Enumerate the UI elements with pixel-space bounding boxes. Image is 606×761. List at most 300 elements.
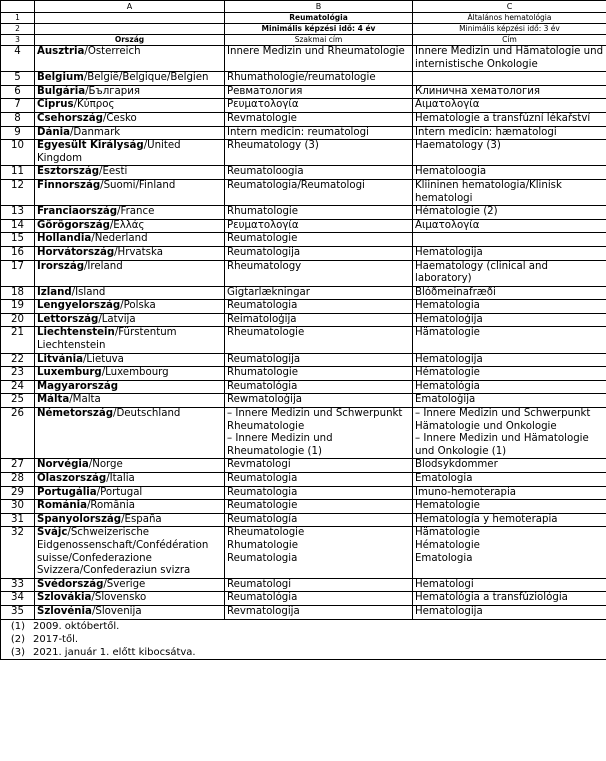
country-cell — [35, 246, 225, 260]
row-number: 20 — [1, 313, 35, 327]
rheumatology-title: Revmatologija — [227, 605, 300, 617]
row-number: 18 — [1, 286, 35, 300]
rheumatology-title-cell — [225, 527, 413, 578]
column-letter-b: B — [225, 1, 413, 13]
country-cell — [35, 592, 225, 606]
rheumatology-title-cell — [225, 459, 413, 473]
country-name-hu: Luxemburg — [37, 367, 102, 379]
hematology-title-cell — [413, 513, 606, 527]
country-cell — [35, 486, 225, 500]
hematology-title: Haematology (clinical and laboratory) — [415, 260, 548, 285]
country-name-native: /Ελλάς — [109, 219, 145, 231]
country-name-hu: Svájc — [37, 527, 68, 539]
country-name-native: /Norge — [88, 459, 123, 471]
rheumatology-title: Reumatológia — [227, 380, 298, 392]
row-number: 24 — [1, 380, 35, 394]
hematology-title-cell — [413, 367, 606, 381]
country-cell — [35, 394, 225, 408]
hematology-title: Клинична хематология — [415, 85, 541, 97]
hematology-title: Hämatologie — [415, 327, 480, 339]
rheumatology-title: Reumatologia — [227, 486, 298, 498]
hematology-title: Hematología y hemoterapia — [415, 513, 558, 525]
rheumatology-title-cell — [225, 300, 413, 314]
header-rheumatology-cell: Szakmai cím — [225, 35, 413, 46]
header-hematology-cell: Minimális képzési idő: 3 év — [413, 24, 606, 35]
country-name-native: /Suomi/Finland — [100, 179, 176, 191]
hematology-title-cell — [413, 85, 606, 99]
hematology-title-cell — [413, 72, 606, 86]
country-cell — [35, 46, 225, 72]
country-name-native: /Hrvatska — [114, 246, 163, 258]
rheumatology-title-cell — [225, 206, 413, 220]
country-name-native: /Nederland — [91, 233, 148, 245]
country-name-native: /Latvija — [98, 313, 136, 325]
row-number: 34 — [1, 592, 35, 606]
rheumatology-title-cell — [225, 408, 413, 459]
footnote — [3, 646, 604, 659]
row-number: 8 — [1, 112, 35, 126]
rheumatology-title: Revmatologie — [227, 112, 297, 124]
table-row — [1, 72, 606, 86]
rheumatology-title: Reumatologia — [227, 473, 298, 484]
hematology-title: Hematologi — [415, 578, 474, 590]
country-name-native: /Ireland — [84, 260, 123, 272]
country-name-hu: Románia — [37, 500, 87, 512]
rheumatology-title-cell — [225, 233, 413, 247]
rheumatology-title: Rheumatologie — [227, 527, 305, 539]
row-number: 10 — [1, 140, 35, 166]
header-hematology-cell: Általános hematológia — [413, 13, 606, 24]
rheumatology-title-cell — [225, 99, 413, 113]
rheumatology-title: Reumatologija — [227, 246, 301, 258]
hematology-title: – Innere Medizin und Schwerpunkt Hämatologie und Onkologie — [415, 408, 591, 432]
country-cell — [35, 140, 225, 166]
row-number: 14 — [1, 219, 35, 233]
country-name-hu: Szlovákia — [37, 592, 92, 604]
country-cell — [35, 300, 225, 314]
country-name-native: /España — [121, 513, 162, 525]
footnote-text: 2021. január 1. előtt kibocsátva. — [33, 646, 196, 658]
hematology-title: Αιματολογία — [415, 219, 480, 231]
country-name-hu: Ciprus — [37, 99, 74, 111]
country-name-native: /România — [86, 500, 135, 512]
hematology-title-cell — [413, 219, 606, 233]
hematology-title: Hematológia — [415, 380, 480, 392]
country-name-native: /Lietuva — [83, 353, 124, 365]
country-name-hu: Svédország — [37, 578, 104, 590]
table-row — [1, 85, 606, 99]
country-cell — [35, 605, 225, 619]
header-rheumatology-cell: Minimális képzési idő: 4 év — [225, 24, 413, 35]
country-name-native: /България — [85, 85, 141, 97]
hematology-title-cell — [413, 459, 606, 473]
rheumatology-title: Reumatologia — [227, 552, 298, 564]
rheumatology-title: Rhumatologie — [227, 367, 299, 379]
country-name-hu: Szlovénia — [37, 605, 92, 617]
footnote-number: (3) — [10, 646, 25, 658]
rheumatology-title: Rewmatoloġija — [227, 394, 303, 406]
rheumatology-title: Reumatologie — [227, 233, 298, 245]
country-cell — [35, 367, 225, 381]
rheumatology-title-cell — [225, 473, 413, 487]
row-number: 13 — [1, 206, 35, 220]
hematology-title: Hematoloģija — [415, 313, 483, 325]
row-number: 1 — [1, 13, 35, 24]
table-row — [1, 500, 606, 514]
country-cell — [35, 85, 225, 99]
table-row — [1, 394, 606, 408]
table-row — [1, 367, 606, 381]
country-cell — [35, 179, 225, 205]
hematology-title-cell — [413, 473, 606, 487]
rheumatology-title-cell — [225, 380, 413, 394]
hematology-title-cell — [413, 500, 606, 514]
footnote-cell — [1, 619, 606, 659]
country-name-native: /Eesti — [99, 166, 128, 178]
rheumatology-title-cell — [225, 140, 413, 166]
hematology-title: Hématologie — [415, 539, 480, 551]
hematology-title: Hematologija — [415, 353, 483, 365]
rheumatology-title: Ρευματολογία — [227, 99, 299, 111]
hematology-title-cell — [413, 206, 606, 220]
rheumatology-title-cell — [225, 85, 413, 99]
rheumatology-title-cell — [225, 327, 413, 353]
rheumatology-title-cell — [225, 112, 413, 126]
footnote — [3, 620, 604, 633]
rheumatology-title: Reumatología — [227, 513, 298, 525]
row-number: 22 — [1, 353, 35, 367]
rheumatology-title-cell — [225, 367, 413, 381]
table-row — [1, 112, 606, 126]
rheumatology-title: Reumatologija — [227, 353, 301, 365]
header-country-cell — [35, 13, 225, 24]
header-rheumatology-cell: Reumatológia — [225, 13, 413, 24]
hematology-title-cell — [413, 166, 606, 180]
rheumatology-title: Innere Medizin und Rheumatologie — [227, 46, 405, 57]
country-name-native: /Italia — [106, 473, 135, 484]
header-country-cell — [35, 24, 225, 35]
rheumatology-title-cell — [225, 513, 413, 527]
country-cell — [35, 286, 225, 300]
row-number: 9 — [1, 126, 35, 140]
country-cell — [35, 473, 225, 487]
table-row — [1, 166, 606, 180]
country-name-native: /België/Belgique/Belgien — [83, 72, 209, 84]
country-name-native: /Ísland — [71, 286, 106, 298]
row-number: 3 — [1, 35, 35, 46]
rheumatology-title-cell — [225, 126, 413, 140]
hematology-title: Hematologija — [415, 605, 483, 617]
country-name-hu: Csehország — [37, 112, 103, 124]
rheumatology-title-cell — [225, 260, 413, 286]
table-row — [1, 46, 606, 72]
row-number: 32 — [1, 527, 35, 578]
country-name-native: /France — [117, 206, 155, 218]
rheumatology-title: Rheumatologie — [227, 327, 305, 339]
table-row — [1, 233, 606, 247]
country-name-hu: Málta — [37, 394, 70, 406]
hematology-title-cell — [413, 327, 606, 353]
country-name-hu: Egyesült Királyság — [37, 140, 144, 152]
row-number: 28 — [1, 473, 35, 487]
country-cell — [35, 99, 225, 113]
hematology-title: Hematologie — [415, 500, 480, 512]
country-name-native: /Österreich — [84, 46, 141, 57]
table-row — [1, 179, 606, 205]
rheumatology-title-cell — [225, 179, 413, 205]
header-hematology-cell: Cím — [413, 35, 606, 46]
table-row — [1, 486, 606, 500]
rheumatology-title: – Innere Medizin und Schwerpunkt Rheumatologie — [227, 408, 403, 432]
country-name-hu: Magyarország — [37, 380, 119, 392]
table-row — [1, 408, 606, 459]
country-cell — [35, 513, 225, 527]
table-row — [1, 605, 606, 619]
rheumatology-title-cell — [225, 72, 413, 86]
header-row — [1, 35, 606, 46]
country-cell — [35, 112, 225, 126]
country-name-hu: Franciaország — [37, 206, 118, 218]
hematology-title: Hämatologie — [415, 527, 480, 539]
row-number: 6 — [1, 85, 35, 99]
footnote-row — [1, 619, 606, 659]
row-number: 2 — [1, 24, 35, 35]
corner-cell — [1, 1, 35, 13]
hematology-title: Imuno-hemoterapia — [415, 486, 517, 498]
country-name-hu: Norvégia — [37, 459, 89, 471]
row-number: 25 — [1, 394, 35, 408]
country-name-hu: Észtország — [37, 166, 100, 178]
country-name-hu: Portugália — [37, 486, 97, 498]
country-name-native: /Malta — [69, 394, 101, 406]
country-name-hu: Lettország — [37, 313, 99, 325]
hematology-title: Hematologia — [415, 300, 480, 312]
row-number: 11 — [1, 166, 35, 180]
table-row — [1, 219, 606, 233]
hematology-title-cell — [413, 592, 606, 606]
table-row — [1, 527, 606, 578]
row-number: 26 — [1, 408, 35, 459]
table-row — [1, 459, 606, 473]
hematology-title-cell — [413, 313, 606, 327]
hematology-title-cell — [413, 46, 606, 72]
country-name-hu: Görögország — [37, 219, 110, 231]
rheumatology-title-cell — [225, 286, 413, 300]
row-number: 35 — [1, 605, 35, 619]
hematology-title-cell — [413, 394, 606, 408]
country-name-hu: Finnország — [37, 179, 101, 191]
row-number: 21 — [1, 327, 35, 353]
rheumatology-title-cell — [225, 353, 413, 367]
country-cell — [35, 233, 225, 247]
hematology-title: – Innere Medizin und Hämatologie und Onkologie (1) — [415, 433, 589, 457]
table-row — [1, 353, 606, 367]
hematology-title: Kliininen hematologia/Klinisk hematologi — [415, 179, 562, 204]
country-name-hu: Liechtenstein — [37, 327, 115, 339]
hematology-title-cell — [413, 578, 606, 592]
rheumatology-title-cell — [225, 592, 413, 606]
rheumatology-title-cell — [225, 605, 413, 619]
country-cell — [35, 166, 225, 180]
table-row — [1, 473, 606, 487]
country-name-native: /Fürstentum Liechtenstein — [37, 327, 177, 352]
row-number: 19 — [1, 300, 35, 314]
country-name-hu: Dánia — [37, 126, 70, 138]
hematology-title: Intern medicin: hæmatologi — [415, 126, 557, 138]
footnote-number: (1) — [10, 620, 25, 632]
rheumatology-title-cell — [225, 246, 413, 260]
country-cell — [35, 126, 225, 140]
rheumatology-title: – Innere Medizin und Rheumatologie (1) — [227, 433, 333, 457]
hematology-title-cell — [413, 353, 606, 367]
country-name-native: /Slovensko — [91, 592, 147, 604]
hematology-title: Blóðmeinafræði — [415, 286, 496, 298]
row-number: 23 — [1, 367, 35, 381]
row-number: 15 — [1, 233, 35, 247]
header-row — [1, 24, 606, 35]
hematology-title-cell — [413, 140, 606, 166]
hematology-title-cell — [413, 260, 606, 286]
country-cell — [35, 353, 225, 367]
header-country-cell: Ország — [35, 35, 225, 46]
rheumatology-title: Reumatológia — [227, 592, 298, 604]
hematology-title-cell — [413, 486, 606, 500]
rheumatology-title: Reumatologia/Reumatologi — [227, 179, 365, 191]
table-row — [1, 246, 606, 260]
footnote-number: (2) — [10, 633, 25, 645]
country-name-hu: Litvánia — [37, 353, 83, 365]
hematology-title-cell — [413, 605, 606, 619]
hematology-title: Hematologie a transfúzní lékařství — [415, 112, 591, 124]
hematology-title: Blodsykdommer — [415, 459, 498, 471]
rheumatology-title: Rheumatology — [227, 260, 302, 272]
country-cell — [35, 578, 225, 592]
rheumatology-title: Rheumatology (3) — [227, 140, 319, 152]
hematology-title: Hématologie — [415, 367, 480, 379]
hematology-title-cell — [413, 126, 606, 140]
country-name-hu: Lengyelország — [37, 300, 121, 312]
table-row — [1, 578, 606, 592]
country-cell — [35, 327, 225, 353]
row-number: 7 — [1, 99, 35, 113]
rheumatology-title: Ρευματολογία — [227, 219, 299, 231]
table-row — [1, 260, 606, 286]
country-cell — [35, 380, 225, 394]
rheumatology-title-cell — [225, 166, 413, 180]
hematology-title: Innere Medizin und Hämatologie und internistische Onkologie — [415, 46, 604, 70]
hematology-title: Hématologie (2) — [415, 206, 498, 218]
country-cell — [35, 206, 225, 220]
country-name-hu: Hollandia — [37, 233, 92, 245]
column-letter-row — [1, 1, 606, 13]
country-name-hu: Írország — [37, 260, 84, 272]
rheumatology-title-cell — [225, 500, 413, 514]
row-number: 5 — [1, 72, 35, 86]
country-name-hu: Bulgária — [37, 85, 86, 97]
table-row — [1, 126, 606, 140]
rheumatology-title: Revmatologi — [227, 459, 291, 471]
row-number: 33 — [1, 578, 35, 592]
table-row — [1, 286, 606, 300]
footnote — [3, 633, 604, 646]
row-number: 16 — [1, 246, 35, 260]
country-name-hu: Horvátország — [37, 246, 115, 258]
hematology-title: Αιματολογία — [415, 99, 480, 111]
rheumatology-title-cell — [225, 394, 413, 408]
hematology-title: Ematologia — [415, 473, 473, 484]
table-row — [1, 513, 606, 527]
country-name-native: /United Kingdom — [37, 140, 181, 164]
hematology-title-cell — [413, 286, 606, 300]
hematology-title-cell — [413, 527, 606, 578]
country-cell — [35, 313, 225, 327]
country-name-native: /Luxembourg — [101, 367, 169, 379]
country-name-hu: Olaszország — [37, 473, 107, 484]
header-row — [1, 13, 606, 24]
column-letter-a: A — [35, 1, 225, 13]
country-cell — [35, 500, 225, 514]
rheumatology-title-cell — [225, 578, 413, 592]
country-name-native: /Schweizerische Eidgenossenschaft/Confédération suisse/Confederazione Svizzera/Confederaziun svizra — [37, 527, 209, 577]
rheumatology-title: Reumatologi — [227, 578, 292, 590]
row-number: 4 — [1, 46, 35, 72]
country-name-hu: Izland — [37, 286, 72, 298]
hematology-title: Hematologija — [415, 246, 483, 258]
rheumatology-title: Rhumatologie — [227, 539, 299, 551]
hematology-title: Ematologia — [415, 552, 473, 564]
row-number: 17 — [1, 260, 35, 286]
rheumatology-title: Reumatologie — [227, 500, 298, 512]
hematology-title: Ematoloġija — [415, 394, 476, 406]
country-name-native: /Polska — [120, 300, 156, 312]
country-name-hu: Spanyolország — [37, 513, 122, 525]
table-row — [1, 140, 606, 166]
hematology-title: Hematoloogia — [415, 166, 487, 178]
country-cell — [35, 459, 225, 473]
rheumatology-title: Reumatologia — [227, 300, 298, 312]
rheumatology-title: Ревматология — [227, 85, 303, 97]
rheumatology-title: Rhumathologie/reumatologie — [227, 72, 376, 84]
table-row — [1, 300, 606, 314]
hematology-title: Haematology (3) — [415, 140, 501, 152]
country-cell — [35, 260, 225, 286]
table-row — [1, 206, 606, 220]
table-row — [1, 592, 606, 606]
hematology-title-cell — [413, 300, 606, 314]
rheumatology-title-cell — [225, 486, 413, 500]
rheumatology-title-cell — [225, 219, 413, 233]
country-cell — [35, 72, 225, 86]
country-name-native: /Κύπρος — [73, 99, 115, 111]
hematology-title-cell — [413, 408, 606, 459]
row-number: 27 — [1, 459, 35, 473]
country-name-native: /Slovenija — [91, 605, 142, 617]
country-cell — [35, 219, 225, 233]
country-name-hu: Belgium — [37, 72, 84, 84]
row-number: 29 — [1, 486, 35, 500]
rheumatology-title-cell — [225, 46, 413, 72]
row-number: 30 — [1, 500, 35, 514]
hematology-title-cell — [413, 233, 606, 247]
rheumatology-title: Intern medicin: reumatologi — [227, 126, 369, 138]
rheumatology-title: Rhumatologie — [227, 206, 299, 218]
hematology-title-cell — [413, 179, 606, 205]
column-letter-c: C — [413, 1, 606, 13]
hematology-title: Hematológia a transfúziológia — [415, 592, 568, 604]
row-number: 12 — [1, 179, 35, 205]
country-name-native: /Portugal — [96, 486, 143, 498]
country-cell — [35, 408, 225, 459]
